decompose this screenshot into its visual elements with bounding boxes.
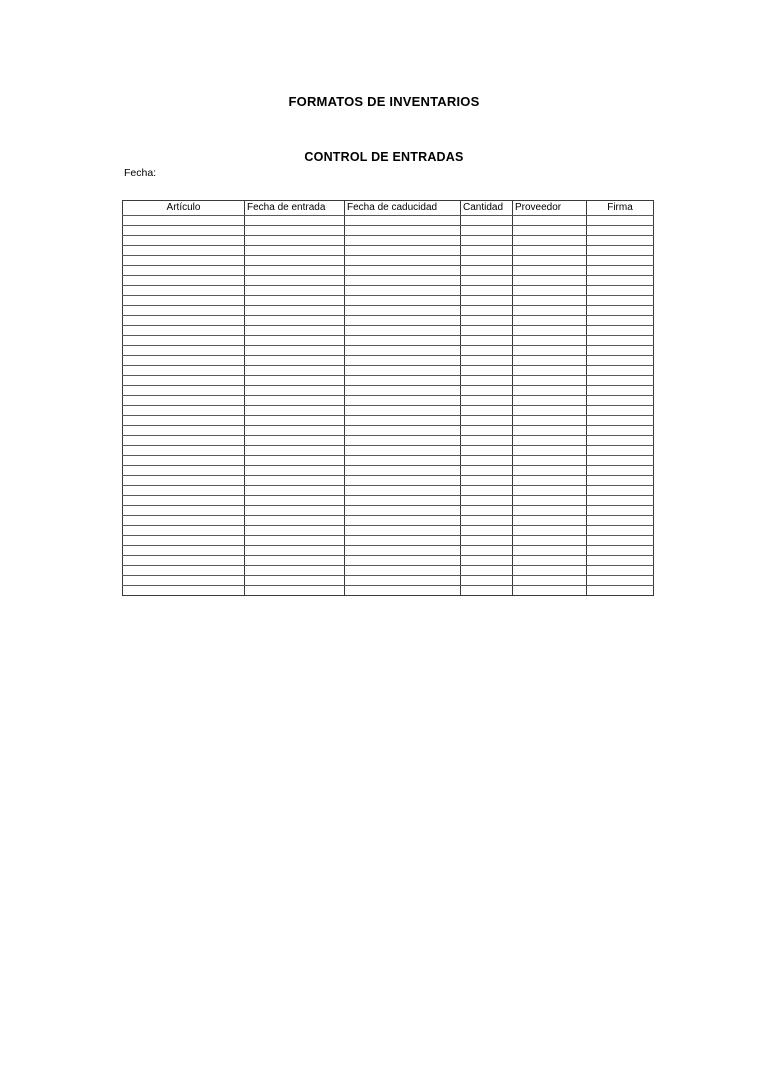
table-cell — [513, 366, 587, 376]
table-cell — [461, 376, 513, 386]
table-cell — [461, 386, 513, 396]
table-cell — [345, 506, 461, 516]
table-cell — [245, 516, 345, 526]
table-cell — [461, 586, 513, 596]
table-cell — [513, 566, 587, 576]
table-cell — [123, 556, 245, 566]
table-cell — [587, 226, 654, 236]
table-cell — [587, 466, 654, 476]
table-row — [123, 516, 654, 526]
table-cell — [513, 346, 587, 356]
table-cell — [245, 406, 345, 416]
table-cell — [461, 486, 513, 496]
table-cell — [123, 226, 245, 236]
table-cell — [345, 326, 461, 336]
table-cell — [345, 256, 461, 266]
table-cell — [461, 236, 513, 246]
table-cell — [245, 436, 345, 446]
table-cell — [123, 216, 245, 226]
table-cell — [461, 406, 513, 416]
table-cell — [513, 476, 587, 486]
table-cell — [587, 386, 654, 396]
table-cell — [513, 316, 587, 326]
table-cell — [345, 246, 461, 256]
table-cell — [123, 386, 245, 396]
table-cell — [513, 406, 587, 416]
table-cell — [461, 416, 513, 426]
table-cell — [513, 216, 587, 226]
table-cell — [345, 356, 461, 366]
table-row — [123, 526, 654, 536]
table-cell — [461, 476, 513, 486]
table-cell — [245, 326, 345, 336]
table-cell — [513, 436, 587, 446]
table-cell — [587, 266, 654, 276]
table-cell — [245, 536, 345, 546]
table-cell — [245, 356, 345, 366]
table-cell — [345, 406, 461, 416]
table-cell — [461, 266, 513, 276]
table-cell — [461, 546, 513, 556]
table-cell — [513, 396, 587, 406]
table-cell — [245, 236, 345, 246]
table-cell — [345, 586, 461, 596]
table-cell — [461, 286, 513, 296]
table-cell — [345, 316, 461, 326]
table-cell — [587, 446, 654, 456]
table-row — [123, 296, 654, 306]
table-cell — [587, 336, 654, 346]
table-cell — [461, 366, 513, 376]
table-row — [123, 386, 654, 396]
table-cell — [123, 536, 245, 546]
table-cell — [513, 376, 587, 386]
table-cell — [587, 416, 654, 426]
column-header-firma: Firma — [587, 201, 654, 216]
table-cell — [587, 506, 654, 516]
table-cell — [123, 256, 245, 266]
table-cell — [123, 476, 245, 486]
table-cell — [345, 276, 461, 286]
table-cell — [345, 336, 461, 346]
table-cell — [461, 326, 513, 336]
table-cell — [345, 386, 461, 396]
table-cell — [123, 406, 245, 416]
table-cell — [587, 546, 654, 556]
table-cell — [245, 376, 345, 386]
table-cell — [461, 396, 513, 406]
table-cell — [245, 506, 345, 516]
table-cell — [345, 556, 461, 566]
table-cell — [513, 266, 587, 276]
table-cell — [345, 266, 461, 276]
table-cell — [345, 426, 461, 436]
table-cell — [345, 476, 461, 486]
table-cell — [587, 396, 654, 406]
table-row — [123, 496, 654, 506]
table-cell — [245, 216, 345, 226]
table-cell — [587, 496, 654, 506]
table-cell — [513, 516, 587, 526]
table-cell — [461, 246, 513, 256]
table-row — [123, 456, 654, 466]
table-cell — [123, 426, 245, 436]
table-cell — [123, 346, 245, 356]
table-cell — [245, 526, 345, 536]
table-cell — [245, 456, 345, 466]
table-cell — [345, 526, 461, 536]
table-cell — [123, 516, 245, 526]
table-cell — [245, 246, 345, 256]
table-cell — [587, 246, 654, 256]
table-cell — [513, 276, 587, 286]
table-cell — [123, 356, 245, 366]
table-cell — [461, 576, 513, 586]
table-cell — [461, 306, 513, 316]
table-cell — [345, 346, 461, 356]
table-cell — [513, 246, 587, 256]
table-cell — [123, 266, 245, 276]
table-cell — [345, 236, 461, 246]
table-row — [123, 336, 654, 346]
table-cell — [245, 556, 345, 566]
table-cell — [461, 256, 513, 266]
table-cell — [513, 336, 587, 346]
table-cell — [345, 216, 461, 226]
table-cell — [123, 366, 245, 376]
table-cell — [587, 346, 654, 356]
table-cell — [123, 576, 245, 586]
table-cell — [461, 526, 513, 536]
page-title: FORMATOS DE INVENTARIOS — [288, 94, 480, 109]
column-header-fecha-caducidad: Fecha de caducidad — [345, 201, 461, 216]
table-cell — [513, 386, 587, 396]
table-cell — [587, 296, 654, 306]
table-cell — [123, 526, 245, 536]
table-cell — [123, 336, 245, 346]
table-cell — [461, 466, 513, 476]
form-title: CONTROL DE ENTRADAS — [304, 150, 464, 164]
table-cell — [245, 386, 345, 396]
table-cell — [513, 466, 587, 476]
table-cell — [245, 496, 345, 506]
table-cell — [587, 556, 654, 566]
table-cell — [513, 576, 587, 586]
table-cell — [461, 296, 513, 306]
table-header-row — [123, 201, 654, 216]
table-row — [123, 346, 654, 356]
table-cell — [245, 546, 345, 556]
table-cell — [245, 336, 345, 346]
table-cell — [123, 506, 245, 516]
table-cell — [587, 486, 654, 496]
date-label: Fecha: — [124, 167, 157, 179]
table-row — [123, 236, 654, 246]
table-cell — [345, 546, 461, 556]
column-header-proveedor: Proveedor — [513, 201, 587, 216]
table-cell — [345, 296, 461, 306]
table-cell — [461, 336, 513, 346]
table-cell — [587, 526, 654, 536]
table-cell — [461, 276, 513, 286]
table-cell — [513, 306, 587, 316]
table-cell — [587, 476, 654, 486]
table-cell — [345, 376, 461, 386]
table-cell — [513, 326, 587, 336]
column-header-cantidad: Cantidad — [461, 201, 513, 216]
table-cell — [345, 286, 461, 296]
table-cell — [345, 516, 461, 526]
table-cell — [461, 536, 513, 546]
table-cell — [587, 306, 654, 316]
table-cell — [513, 556, 587, 566]
table-cell — [245, 306, 345, 316]
table-row — [123, 246, 654, 256]
table-row — [123, 286, 654, 296]
table-row — [123, 256, 654, 266]
table-cell — [513, 536, 587, 546]
table-cell — [587, 406, 654, 416]
table-cell — [513, 286, 587, 296]
table-cell — [513, 506, 587, 516]
table-cell — [245, 366, 345, 376]
table-cell — [123, 396, 245, 406]
table-row — [123, 546, 654, 556]
table-cell — [345, 486, 461, 496]
table-cell — [123, 546, 245, 556]
table-cell — [587, 586, 654, 596]
table-cell — [245, 466, 345, 476]
table-cell — [587, 456, 654, 466]
table-cell — [245, 566, 345, 576]
table-cell — [123, 586, 245, 596]
table-row — [123, 426, 654, 436]
table-cell — [345, 446, 461, 456]
table-cell — [123, 306, 245, 316]
table-cell — [345, 436, 461, 446]
table-cell — [345, 226, 461, 236]
table-cell — [345, 416, 461, 426]
table-cell — [587, 236, 654, 246]
table-cell — [587, 316, 654, 326]
table-cell — [461, 426, 513, 436]
table-cell — [345, 306, 461, 316]
table-row — [123, 276, 654, 286]
table-row — [123, 306, 654, 316]
table-cell — [123, 246, 245, 256]
table-row — [123, 366, 654, 376]
table-row — [123, 216, 654, 226]
table-cell — [345, 456, 461, 466]
table-cell — [345, 566, 461, 576]
table-cell — [123, 466, 245, 476]
table-row — [123, 536, 654, 546]
table-cell — [513, 526, 587, 536]
table-row — [123, 266, 654, 276]
table-cell — [513, 486, 587, 496]
table-cell — [123, 326, 245, 336]
table-row — [123, 506, 654, 516]
table-cell — [245, 316, 345, 326]
table-cell — [587, 366, 654, 376]
table-cell — [587, 356, 654, 366]
table-cell — [461, 346, 513, 356]
table-row — [123, 446, 654, 456]
table-cell — [461, 356, 513, 366]
table-cell — [513, 236, 587, 246]
table-cell — [513, 426, 587, 436]
table-row — [123, 376, 654, 386]
table-body — [123, 216, 654, 596]
table-cell — [461, 516, 513, 526]
table-cell — [123, 376, 245, 386]
table-cell — [245, 476, 345, 486]
table-cell — [123, 566, 245, 576]
table-cell — [245, 276, 345, 286]
table-row — [123, 326, 654, 336]
table-cell — [245, 486, 345, 496]
table-cell — [123, 436, 245, 446]
table-cell — [245, 256, 345, 266]
table-cell — [513, 446, 587, 456]
table-cell — [461, 446, 513, 456]
table-cell — [461, 456, 513, 466]
table-row — [123, 466, 654, 476]
table-cell — [123, 286, 245, 296]
table-row — [123, 556, 654, 566]
table-cell — [587, 516, 654, 526]
table-cell — [587, 216, 654, 226]
table-cell — [513, 496, 587, 506]
table-cell — [245, 266, 345, 276]
table-cell — [513, 226, 587, 236]
table-cell — [513, 296, 587, 306]
table-cell — [245, 426, 345, 436]
table-cell — [587, 286, 654, 296]
table-cell — [461, 566, 513, 576]
table-cell — [245, 446, 345, 456]
table-cell — [513, 416, 587, 426]
table-cell — [123, 316, 245, 326]
table-row — [123, 316, 654, 326]
table-cell — [345, 536, 461, 546]
table-row — [123, 586, 654, 596]
table-cell — [345, 576, 461, 586]
table-row — [123, 486, 654, 496]
table-cell — [587, 256, 654, 266]
table-row — [123, 226, 654, 236]
table-cell — [587, 436, 654, 446]
table-row — [123, 396, 654, 406]
table-cell — [123, 276, 245, 286]
table-cell — [461, 506, 513, 516]
table-cell — [345, 466, 461, 476]
table-cell — [513, 256, 587, 266]
table-cell — [245, 416, 345, 426]
table-row — [123, 356, 654, 366]
table-cell — [513, 456, 587, 466]
table-cell — [513, 546, 587, 556]
table-cell — [345, 496, 461, 506]
table-cell — [461, 436, 513, 446]
table-cell — [245, 296, 345, 306]
table-cell — [461, 556, 513, 566]
table-cell — [587, 426, 654, 436]
table-cell — [245, 576, 345, 586]
table-row — [123, 576, 654, 586]
table-cell — [245, 586, 345, 596]
table-cell — [587, 326, 654, 336]
table-row — [123, 416, 654, 426]
table-cell — [587, 376, 654, 386]
table-cell — [461, 216, 513, 226]
column-header-articulo: Artículo — [123, 201, 245, 216]
table-cell — [587, 566, 654, 576]
table-cell — [123, 456, 245, 466]
table-cell — [587, 576, 654, 586]
table-cell — [123, 296, 245, 306]
table-cell — [123, 416, 245, 426]
table-cell — [245, 226, 345, 236]
table-cell — [123, 236, 245, 246]
table-cell — [461, 226, 513, 236]
table-row — [123, 436, 654, 446]
table-cell — [513, 356, 587, 366]
table-cell — [513, 586, 587, 596]
table-cell — [587, 276, 654, 286]
entries-table — [122, 200, 654, 596]
table-row — [123, 406, 654, 416]
table-cell — [245, 346, 345, 356]
table-cell — [123, 486, 245, 496]
table-row — [123, 566, 654, 576]
table-cell — [587, 536, 654, 546]
table-cell — [345, 396, 461, 406]
table-cell — [345, 366, 461, 376]
table-cell — [461, 496, 513, 506]
table-cell — [123, 496, 245, 506]
column-header-fecha-entrada: Fecha de entrada — [245, 201, 345, 216]
table-row — [123, 476, 654, 486]
table-cell — [123, 446, 245, 456]
table-cell — [245, 396, 345, 406]
table-cell — [461, 316, 513, 326]
table-cell — [245, 286, 345, 296]
